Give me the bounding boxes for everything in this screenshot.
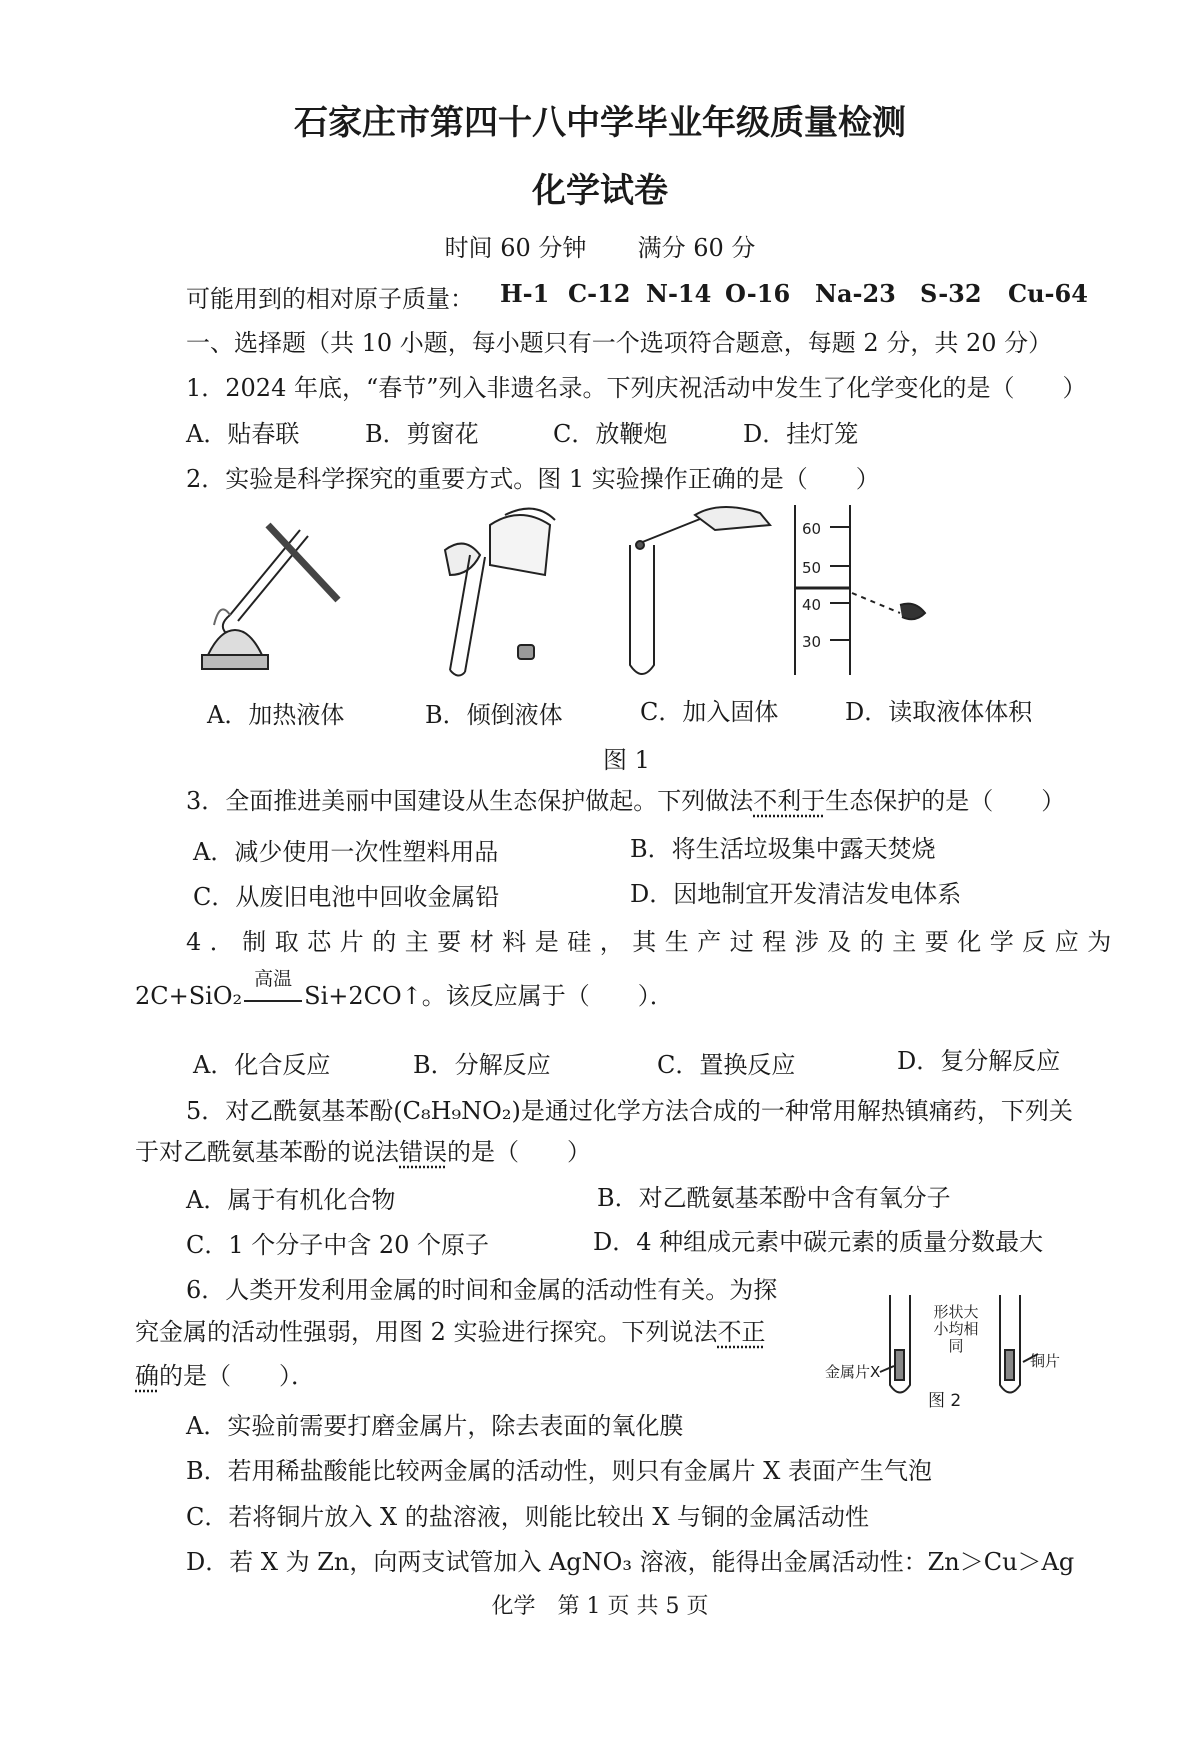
q1-option-d: D．挂灯笼 — [743, 420, 859, 448]
atomic-mass-o: O-16 — [725, 279, 791, 308]
q5-option-c: C．1 个分子中含 20 个原子 — [186, 1231, 490, 1259]
pouring-liquid-illustration — [445, 509, 555, 676]
section-heading: 一、选择题（共 10 小题，每小题只有一个选项符合题意，每题 2 分，共 20 分） — [186, 329, 1053, 357]
exam-title: 石家庄市第四十八中学毕业年级质量检测 — [294, 103, 906, 143]
q3-stem-emphasis: 不利于 — [753, 787, 826, 815]
q5-stem-emphasis: 错误 — [399, 1138, 447, 1166]
q3-stem — [186, 781, 1065, 816]
atomic-mass-label: 可能用到的相对原子质量： — [186, 285, 474, 313]
atomic-mass-na: Na-23 — [815, 279, 896, 308]
q5-stem-line2 — [135, 1132, 591, 1167]
q5-stem-prefix: 于对乙酰氨基苯酚的说法 — [135, 1138, 399, 1166]
atomic-mass-row — [186, 279, 474, 314]
figure-2-label-metal-x: 金属片X — [825, 1363, 881, 1381]
q4-option-c: C．置换反应 — [657, 1051, 796, 1079]
q1-stem: 1．2024 年底，“春节”列入非遗名录。下列庆祝活动中发生了化学变化的是（ ） — [186, 374, 1087, 402]
q2-option-b: B．倾倒液体 — [425, 701, 563, 729]
metal-x-strip — [895, 1350, 904, 1380]
cylinder-mark-30: 30 — [802, 633, 822, 651]
q4-option-b: B．分解反应 — [413, 1051, 551, 1079]
q5-stem-suffix: 的是（ ） — [447, 1138, 591, 1166]
q5-stem-line1: 5．对乙酰氨基苯酚(C₈H₉NO₂)是通过化学方法合成的一种常用解热镇痛药，下列关 — [186, 1097, 1073, 1125]
q1-option-c: C．放鞭炮 — [553, 420, 668, 448]
figure-2-label-copper: 铜片 — [1030, 1352, 1061, 1370]
q6-stem-line2 — [135, 1312, 766, 1347]
atomic-mass-h: H-1 — [500, 279, 550, 308]
figure-1-caption: 图 1 — [603, 746, 650, 774]
q1-option-a: A．贴春联 — [186, 420, 300, 448]
q4-condition — [242, 968, 304, 1004]
q4-option-a: A．化合反应 — [193, 1051, 331, 1079]
cylinder-mark-50: 50 — [802, 559, 822, 577]
q4-equation-left: 2C+SiO₂ — [135, 982, 243, 1010]
q6-option-b: B．若用稀盐酸能比较两金属的活动性，则只有金属片 X 表面产生气泡 — [186, 1457, 932, 1485]
atomic-mass-c: C-12 — [568, 279, 631, 308]
q4-equation — [135, 968, 674, 1011]
q3-option-a: A．减少使用一次性塑料用品 — [193, 838, 499, 866]
exam-subtitle: 化学试卷 — [532, 171, 668, 211]
page-footer: 化学 第 1 页 共 5 页 — [491, 1594, 709, 1619]
figure-1-drawing — [190, 505, 1070, 680]
q2-option-c: C．加入固体 — [640, 698, 779, 726]
exam-meta — [0, 228, 1200, 263]
q3-stem-prefix: 3．全面推进美丽中国建设从生态保护做起。下列做法 — [186, 787, 754, 815]
cylinder-mark-60: 60 — [802, 520, 822, 538]
q6-stem-line1: 6．人类开发利用金属的时间和金属的活动性有关。为探 — [186, 1276, 778, 1304]
q3-option-d: D．因地制宜开发清洁发电体系 — [630, 880, 962, 908]
cylinder-mark-40: 40 — [802, 596, 822, 614]
q5-option-d: D．4 种组成元素中碳元素的质量分数最大 — [593, 1228, 1044, 1256]
q4-equation-right: Si+2CO↑。该反应属于（ ）． — [304, 982, 674, 1010]
q2-option-a: A．加热液体 — [207, 701, 345, 729]
q3-stem-suffix: 生态保护的是（ ） — [825, 787, 1066, 815]
q6-stem-prefix: 究金属的活动性强弱，用图 2 实验进行探究。下列说法 — [135, 1318, 718, 1346]
q2-option-d: D．读取液体体积 — [845, 698, 1033, 726]
atomic-mass-cu: Cu-64 — [1008, 279, 1088, 308]
figure-2-label-same-shape: 形状大小均相同 — [933, 1303, 979, 1355]
q3-option-c: C．从废旧电池中回收金属铅 — [193, 883, 500, 911]
q1-option-b: B．剪窗花 — [365, 420, 479, 448]
figure-2-caption: 图 2 — [928, 1391, 962, 1411]
q6-stem-emphasis: 不正 — [717, 1318, 766, 1346]
q3-option-b: B．将生活垃圾集中露天焚烧 — [630, 835, 936, 863]
q4-condition-text: 高温 — [254, 968, 293, 990]
q4-stem: 4．制取芯片的主要材料是硅，其生产过程涉及的主要化学反应为 — [186, 928, 1120, 956]
q6-stem-line3 — [135, 1356, 315, 1391]
q6-stem-suffix: 的是（ ）． — [159, 1362, 315, 1390]
q6-stem-emphasis-2: 确 — [135, 1362, 159, 1390]
atomic-mass-n: N-14 — [646, 279, 712, 308]
q5-option-b: B．对乙酰氨基苯酚中含有氧分子 — [597, 1184, 951, 1212]
q2-stem: 2．实验是科学探究的重要方式。图 1 实验操作正确的是（ ） — [186, 465, 880, 493]
exam-time: 时间 60 分钟 — [444, 234, 587, 262]
q4-option-d: D．复分解反应 — [897, 1047, 1061, 1075]
q6-option-c: C．若将铜片放入 X 的盐溶液，则能比较出 X 与铜的金属活动性 — [186, 1503, 870, 1531]
label-leader-left — [880, 1366, 894, 1372]
heating-liquid-illustration — [202, 525, 338, 669]
adding-solid-illustration — [630, 507, 770, 674]
exam-score: 满分 60 分 — [637, 234, 756, 262]
copper-strip — [1005, 1350, 1014, 1380]
q5-option-a: A．属于有机化合物 — [186, 1186, 396, 1214]
atomic-mass-s: S-32 — [920, 279, 982, 308]
figure-1 — [190, 505, 1070, 680]
q6-option-a: A．实验前需要打磨金属片，除去表面的氧化膜 — [186, 1412, 684, 1440]
q6-option-d: D．若 X 为 Zn，向两支试管加入 AgNO₃ 溶液，能得出金属活动性：Zn＞Cu＞Ag — [186, 1548, 1075, 1576]
